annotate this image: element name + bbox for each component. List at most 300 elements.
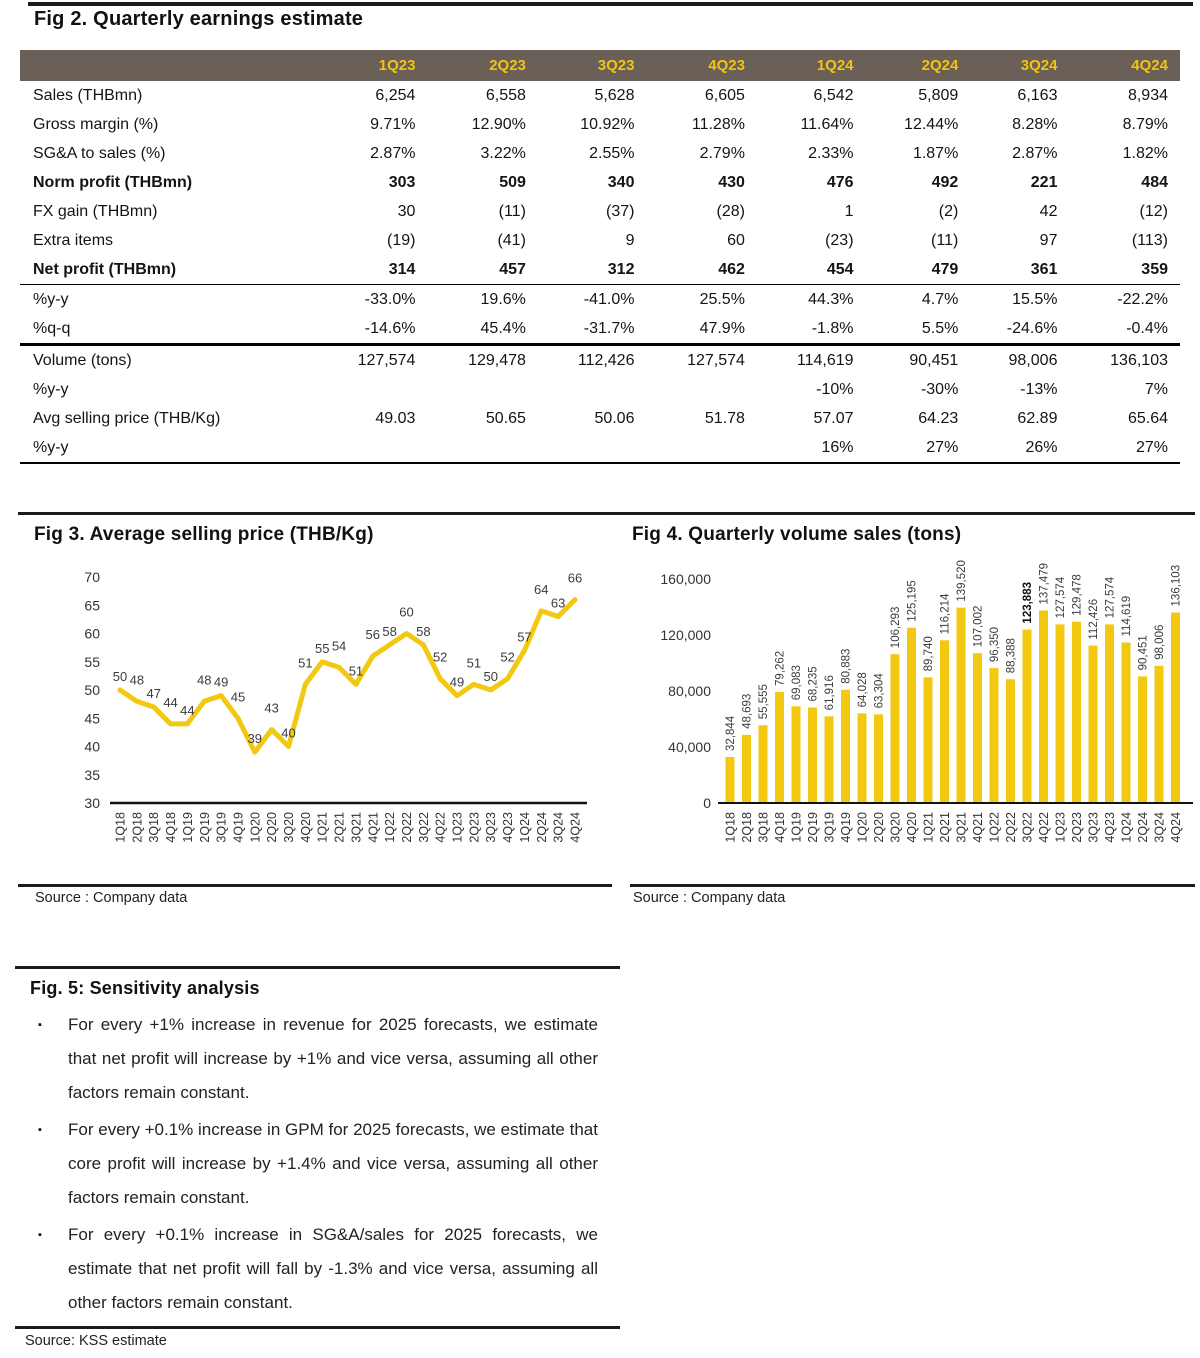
volume-bar — [891, 654, 900, 803]
x-tick-label: 2Q21 — [938, 812, 952, 843]
table-row — [20, 314, 1180, 345]
x-tick-label: 3Q21 — [954, 812, 969, 843]
y-tick-label: 50 — [84, 682, 100, 698]
point-label: 66 — [567, 570, 583, 586]
point-label: 50 — [483, 669, 498, 684]
row-label: Extra items — [33, 231, 114, 249]
cell-value — [646, 375, 756, 404]
cell-value: 11.28% — [691, 115, 745, 133]
x-tick-label: 4Q20 — [905, 812, 919, 843]
volume-bar — [1056, 624, 1065, 803]
bar-value-label: 55,555 — [758, 684, 771, 720]
volume-bar — [841, 690, 850, 803]
cell-value: 7% — [1144, 380, 1168, 398]
cell-value: (12) — [1139, 202, 1168, 220]
volume-bar — [874, 714, 883, 803]
bar-value-label: 106,293 — [890, 606, 903, 649]
cell-value: 10.92% — [580, 115, 635, 133]
bullet-icon: ▪ — [38, 1124, 42, 1136]
row-label: Avg selling price (THB/Kg) — [33, 409, 221, 427]
volume-bar — [792, 706, 801, 803]
y-tick-label: 80,000 — [668, 683, 711, 699]
volume-bar — [759, 725, 768, 803]
header-empty-cell — [20, 50, 317, 81]
cell-value: -31.7% — [538, 314, 647, 345]
x-tick-label: 3Q18 — [147, 812, 162, 843]
x-tick-label: 2Q18 — [130, 812, 145, 843]
bar-value-label: 64,028 — [857, 672, 870, 708]
point-label: 63 — [550, 595, 566, 611]
x-tick-label: 4Q20 — [298, 812, 313, 843]
fig5-bottom-rule — [15, 1326, 620, 1329]
x-tick-label: 3Q24 — [551, 812, 566, 843]
quarter-header: 1Q23 — [317, 50, 427, 81]
table-row — [20, 139, 1180, 168]
cell-value: 340 — [607, 173, 635, 191]
point-label: 51 — [348, 663, 364, 679]
point-label: 57 — [517, 629, 532, 645]
cell-value: -13% — [1020, 380, 1058, 398]
point-label: 51 — [298, 655, 313, 671]
table-row — [20, 197, 1180, 226]
x-tick-label: 1Q20 — [855, 812, 870, 843]
quarter-header: 2Q24 — [866, 50, 971, 81]
bar-value-label: 96,350 — [989, 626, 1002, 663]
cell-value — [538, 433, 647, 463]
x-tick-label: 4Q21 — [366, 812, 381, 843]
x-tick-label: 4Q24 — [1169, 812, 1183, 843]
volume-bar — [1105, 624, 1114, 803]
x-tick-label: 4Q18 — [164, 812, 179, 843]
bullet-text: For every +0.1% increase in SG&A/sales for 2025 forecasts, we estimate that net profit will fall by -1.3% and vice versa, assuming all other factors remain constant. — [68, 1225, 598, 1312]
cell-value: -10% — [816, 380, 854, 398]
y-tick-label: 60 — [84, 625, 100, 642]
x-tick-label: 4Q19 — [231, 812, 246, 843]
row-label: SG&A to sales (%) — [33, 144, 166, 162]
table-header-row — [20, 50, 1180, 81]
x-tick-label: 3Q19 — [822, 812, 837, 843]
quarter-header: 3Q23 — [538, 50, 647, 81]
cell-value — [646, 433, 756, 463]
point-label: 51 — [466, 655, 482, 671]
cell-value: 136,103 — [1110, 351, 1168, 369]
cell-value: 62.89 — [1017, 409, 1058, 427]
x-tick-label: 4Q24 — [568, 812, 583, 843]
point-label: 48 — [197, 672, 212, 688]
cell-value: (11) — [931, 231, 959, 249]
x-tick-label: 2Q20 — [265, 812, 280, 843]
cell-value: 462 — [646, 255, 756, 285]
bar-value-label: 69,083 — [791, 665, 804, 701]
cell-value: -1.8% — [757, 314, 866, 345]
row-label: Norm profit (THBmn) — [33, 173, 193, 191]
x-tick-label: 2Q23 — [467, 812, 482, 843]
table-row — [20, 345, 1180, 376]
y-tick-label: 45 — [84, 710, 100, 727]
cell-value: 2.87% — [1012, 144, 1058, 162]
x-tick-label: 1Q23 — [1053, 812, 1068, 843]
cell-value: -33.0% — [364, 290, 416, 308]
bullet-item — [38, 1113, 616, 1215]
cell-value: 49.03 — [375, 409, 416, 427]
cell-value: 361 — [970, 255, 1069, 285]
y-tick-label: 40,000 — [668, 739, 711, 755]
cell-value: 44.3% — [808, 290, 854, 308]
row-label: %y-y — [20, 433, 317, 463]
volume-bar — [1006, 679, 1015, 803]
row-label: Sales (THBmn) — [33, 86, 143, 104]
volume-bar — [1122, 643, 1131, 803]
bar-value-label: 90,451 — [1137, 635, 1150, 671]
cell-value: -30% — [920, 380, 959, 398]
point-label: 49 — [449, 674, 465, 690]
fig5-source: Source: KSS estimate — [25, 1333, 167, 1349]
x-tick-label: 3Q23 — [1086, 812, 1101, 843]
cell-value: 8.28% — [1012, 115, 1058, 133]
point-label: 45 — [230, 689, 246, 705]
x-tick-label: 3Q19 — [214, 812, 229, 843]
cell-value: 1.87% — [912, 144, 959, 162]
cell-value — [317, 375, 427, 404]
cell-value: 476 — [826, 173, 854, 191]
bar-value-label: 32,844 — [725, 715, 738, 752]
cell-value: 4.7% — [921, 290, 959, 308]
bar-value-label: 139,520 — [956, 560, 969, 602]
x-tick-label: 2Q18 — [740, 812, 754, 843]
bar-value-label: 123,883 — [1022, 581, 1035, 624]
cell-value: 492 — [931, 173, 959, 191]
cell-value: 60 — [727, 231, 745, 249]
bar-value-label: 89,740 — [923, 636, 936, 672]
cell-value: 112,426 — [577, 351, 635, 369]
point-label: 44 — [163, 694, 178, 710]
row-label: %y-y — [33, 380, 69, 398]
x-tick-label: 2Q20 — [872, 812, 886, 843]
cell-value: 25.5% — [699, 290, 745, 308]
volume-bar — [940, 640, 949, 803]
cell-value: 484 — [1141, 173, 1168, 191]
bar-value-label: 63,304 — [873, 673, 886, 709]
point-label: 52 — [500, 649, 515, 665]
y-tick-label: 0 — [703, 795, 711, 811]
point-label: 44 — [180, 702, 195, 718]
x-tick-label: 4Q22 — [433, 812, 448, 843]
cell-value: 50.06 — [594, 409, 635, 427]
y-tick-label: 35 — [84, 766, 100, 783]
point-label: 58 — [416, 623, 431, 639]
avg-selling-price-line-chart — [15, 552, 600, 874]
point-label: 54 — [331, 638, 347, 654]
x-tick-label: 3Q23 — [484, 812, 499, 843]
bar-value-label: 112,426 — [1088, 598, 1101, 640]
cell-value: 129,478 — [468, 351, 526, 369]
x-tick-label: 1Q19 — [180, 812, 195, 843]
x-tick-label: 1Q24 — [1119, 812, 1134, 843]
cell-value — [427, 433, 537, 463]
volume-bar — [1072, 622, 1081, 803]
x-tick-label: 1Q18 — [723, 812, 738, 843]
cell-value: 1 — [844, 202, 854, 220]
point-label: 50 — [112, 669, 128, 684]
cell-value: 27% — [866, 433, 971, 463]
bar-value-label: 80,883 — [840, 648, 853, 684]
cell-value: 45.4% — [427, 314, 537, 345]
point-label: 55 — [314, 640, 330, 656]
y-tick-label: 160,000 — [660, 571, 711, 587]
cell-value: 114,619 — [796, 351, 854, 369]
cell-value: 2.55% — [589, 144, 635, 162]
fig3-source: Source : Company data — [35, 890, 188, 906]
bar-value-label: 116,214 — [939, 593, 952, 635]
cell-value: (2) — [938, 202, 959, 220]
cell-value: 509 — [499, 173, 526, 191]
bar-value-label: 125,195 — [906, 580, 919, 622]
x-tick-label: 2Q22 — [399, 812, 414, 843]
bar-value-label: 61,916 — [824, 675, 837, 711]
x-tick-label: 2Q21 — [332, 812, 347, 843]
x-tick-label: 2Q22 — [1004, 812, 1018, 843]
point-label: 64 — [534, 581, 549, 597]
cell-value: (37) — [606, 202, 635, 220]
row-label: FX gain (THBmn) — [33, 202, 158, 220]
quarter-header: 4Q24 — [1069, 50, 1180, 81]
row-label: Net profit (THBmn) — [20, 255, 317, 285]
cell-value: 11.64% — [800, 115, 854, 133]
point-label: 48 — [129, 672, 145, 688]
bar-value-label: 88,388 — [1005, 638, 1018, 674]
volume-bar — [742, 735, 751, 803]
cell-value: 6,163 — [1017, 86, 1058, 104]
table-row — [20, 81, 1180, 110]
cell-value: -22.2% — [1117, 290, 1168, 308]
cell-value: 12.44% — [904, 115, 959, 133]
x-tick-label: 1Q22 — [383, 812, 398, 843]
bar-value-label: 136,103 — [1170, 564, 1183, 607]
row-label: Volume (tons) — [33, 351, 132, 369]
x-tick-label: 3Q20 — [888, 812, 903, 843]
cell-value: 314 — [317, 255, 427, 285]
cell-value: 6,558 — [485, 86, 526, 104]
cell-value: 51.78 — [704, 409, 745, 427]
x-tick-label: 3Q21 — [349, 812, 364, 843]
quarter-header: 1Q24 — [757, 50, 866, 81]
x-tick-label: 2Q24 — [534, 812, 549, 843]
bar-value-label: 137,479 — [1038, 562, 1051, 605]
volume-bar — [957, 608, 966, 803]
cell-value: 221 — [1030, 173, 1058, 191]
volume-bar — [973, 653, 982, 803]
cell-value: 127,574 — [357, 351, 416, 369]
x-tick-label: 2Q19 — [197, 812, 212, 843]
quarterly-volume-bar-chart — [618, 552, 1200, 874]
cell-value: 6,254 — [375, 86, 416, 104]
x-tick-label: 2Q19 — [806, 812, 820, 843]
cell-value: (113) — [1131, 231, 1168, 249]
bullet-text: For every +0.1% increase in GPM for 2025 forecasts, we estimate that core profit will increase by +1.4% and vice versa, assuming all other factors remain constant. — [68, 1120, 598, 1207]
x-tick-label: 1Q21 — [921, 812, 936, 843]
fig4-source: Source : Company data — [633, 890, 786, 906]
cell-value: 47.9% — [646, 314, 756, 345]
row-label: %q-q — [20, 314, 317, 345]
bar-value-label: 98,006 — [1154, 624, 1167, 660]
y-tick-label: 40 — [84, 738, 100, 755]
quarter-header: 2Q23 — [427, 50, 537, 81]
cell-value: 9.71% — [370, 115, 416, 133]
fig4-source-rule — [630, 884, 1195, 887]
x-tick-label: 4Q19 — [839, 812, 853, 843]
bullet-icon: ▪ — [38, 1229, 42, 1241]
cell-value: -14.6% — [317, 314, 427, 345]
fig5-top-rule — [15, 966, 620, 969]
cell-value: 64.23 — [918, 409, 959, 427]
x-tick-label: 4Q23 — [501, 812, 516, 843]
table-row — [20, 255, 1180, 285]
volume-bar — [1155, 666, 1164, 803]
x-tick-label: 3Q24 — [1152, 812, 1167, 843]
cell-value: 98,006 — [1008, 351, 1058, 369]
cell-value: 479 — [866, 255, 971, 285]
cell-value: (41) — [497, 231, 526, 249]
cell-value: 6,605 — [704, 86, 745, 104]
table-row — [20, 375, 1180, 404]
volume-bar — [825, 716, 834, 803]
cell-value: 2.33% — [808, 144, 854, 162]
cell-value: 3.22% — [480, 144, 526, 162]
cell-value: 359 — [1069, 255, 1180, 285]
fig4-title: Fig 4. Quarterly volume sales (tons) — [632, 524, 962, 545]
cell-value: 12.90% — [471, 115, 526, 133]
point-label: 40 — [281, 725, 296, 741]
cell-value: 8.79% — [1122, 115, 1168, 133]
cell-value: 90,451 — [909, 351, 959, 369]
cell-value — [538, 375, 647, 404]
point-label: 52 — [432, 649, 448, 665]
x-tick-label: 1Q20 — [248, 812, 263, 843]
x-tick-label: 2Q24 — [1136, 812, 1150, 843]
volume-bar — [990, 668, 999, 803]
table-row — [20, 226, 1180, 255]
table-row — [20, 110, 1180, 139]
cell-value: 27% — [1069, 433, 1180, 463]
bar-value-label: 107,002 — [972, 605, 985, 648]
bar-value-label: 114,619 — [1121, 595, 1134, 637]
bar-value-label: 68,235 — [807, 666, 820, 702]
volume-bar — [1138, 676, 1147, 803]
cell-value: 430 — [718, 173, 745, 191]
cell-value: (23) — [825, 231, 854, 249]
cell-value: 1.82% — [1122, 144, 1168, 162]
cell-value: 8,934 — [1127, 86, 1168, 104]
volume-bar — [726, 757, 735, 803]
cell-value: 2.87% — [370, 144, 416, 162]
fig3-title: Fig 3. Average selling price (THB/Kg) — [34, 524, 374, 545]
cell-value: 15.5% — [1012, 290, 1058, 308]
point-label: 60 — [399, 604, 414, 620]
y-tick-label: 70 — [84, 569, 100, 585]
top-rule — [28, 2, 1193, 6]
x-tick-label: 4Q23 — [1103, 812, 1117, 843]
cell-value: 50.65 — [485, 409, 526, 427]
volume-bar — [1039, 611, 1048, 803]
cell-value: (19) — [387, 231, 416, 249]
cell-value: 303 — [388, 173, 416, 191]
bullet-item — [38, 1008, 616, 1110]
x-tick-label: 2Q23 — [1070, 812, 1084, 843]
x-tick-label: 1Q18 — [113, 812, 128, 843]
bar-value-label: 79,262 — [774, 650, 787, 687]
volume-bar — [907, 628, 916, 803]
x-tick-label: 1Q24 — [517, 812, 532, 843]
table-row — [20, 168, 1180, 197]
volume-bar — [858, 713, 867, 803]
bar-value-label: 127,574 — [1104, 576, 1117, 619]
x-tick-label: 1Q19 — [789, 812, 804, 843]
volume-bar — [1089, 646, 1098, 803]
x-tick-label: 3Q22 — [416, 812, 431, 843]
cell-value: 57.07 — [813, 409, 854, 427]
bullet-item — [38, 1218, 616, 1320]
bullet-text: For every +1% increase in revenue for 2025 forecasts, we estimate that net profit will increase by +1% and vice versa, assuming all other factors remain constant. — [68, 1015, 598, 1102]
cell-value: 127,574 — [687, 351, 745, 369]
cell-value: 6,542 — [813, 86, 854, 104]
y-tick-label: 30 — [84, 795, 100, 811]
cell-value: -41.0% — [583, 290, 635, 308]
cell-value: (11) — [498, 202, 526, 220]
point-label: 56 — [365, 627, 381, 643]
cell-value: 30 — [397, 202, 416, 220]
fig5-title: Fig. 5: Sensitivity analysis — [30, 978, 260, 998]
bullet-icon: ▪ — [38, 1019, 42, 1031]
point-label: 43 — [264, 700, 279, 716]
volume-bar — [924, 677, 933, 803]
price-line-series — [120, 600, 575, 753]
cell-value: -0.4% — [1069, 314, 1180, 345]
quarter-header: 3Q24 — [970, 50, 1069, 81]
bar-value-label: 48,693 — [741, 693, 754, 729]
table-row — [20, 285, 1180, 315]
volume-bar — [808, 707, 817, 803]
y-tick-label: 65 — [84, 597, 100, 614]
charts-section-rule — [18, 512, 1195, 515]
cell-value — [427, 375, 537, 404]
row-label: %y-y — [33, 290, 69, 308]
point-label: 58 — [382, 623, 397, 639]
y-tick-label: 120,000 — [660, 627, 711, 643]
x-tick-label: 3Q22 — [1020, 812, 1035, 843]
table-row — [20, 433, 1180, 463]
y-tick-label: 55 — [84, 653, 100, 670]
cell-value: 5,809 — [918, 86, 959, 104]
cell-value: 42 — [1039, 202, 1058, 220]
cell-value: 5.5% — [866, 314, 971, 345]
point-label: 49 — [213, 674, 229, 690]
cell-value: 9 — [625, 231, 635, 249]
quarter-header: 4Q23 — [646, 50, 756, 81]
bar-value-label: 127,574 — [1055, 576, 1068, 619]
cell-value: -24.6% — [970, 314, 1069, 345]
x-tick-label: 4Q18 — [773, 812, 787, 843]
x-tick-label: 4Q22 — [1037, 812, 1051, 843]
fig2-title: Fig 2. Quarterly earnings estimate — [34, 8, 364, 30]
row-label: Gross margin (%) — [33, 115, 159, 133]
cell-value: 457 — [427, 255, 537, 285]
cell-value: 2.79% — [699, 144, 745, 162]
x-tick-label: 1Q21 — [315, 812, 330, 843]
cell-value: (28) — [716, 202, 745, 220]
x-tick-label: 4Q21 — [971, 812, 985, 843]
quarterly-earnings-table — [20, 50, 1180, 464]
volume-bar — [1023, 630, 1032, 803]
